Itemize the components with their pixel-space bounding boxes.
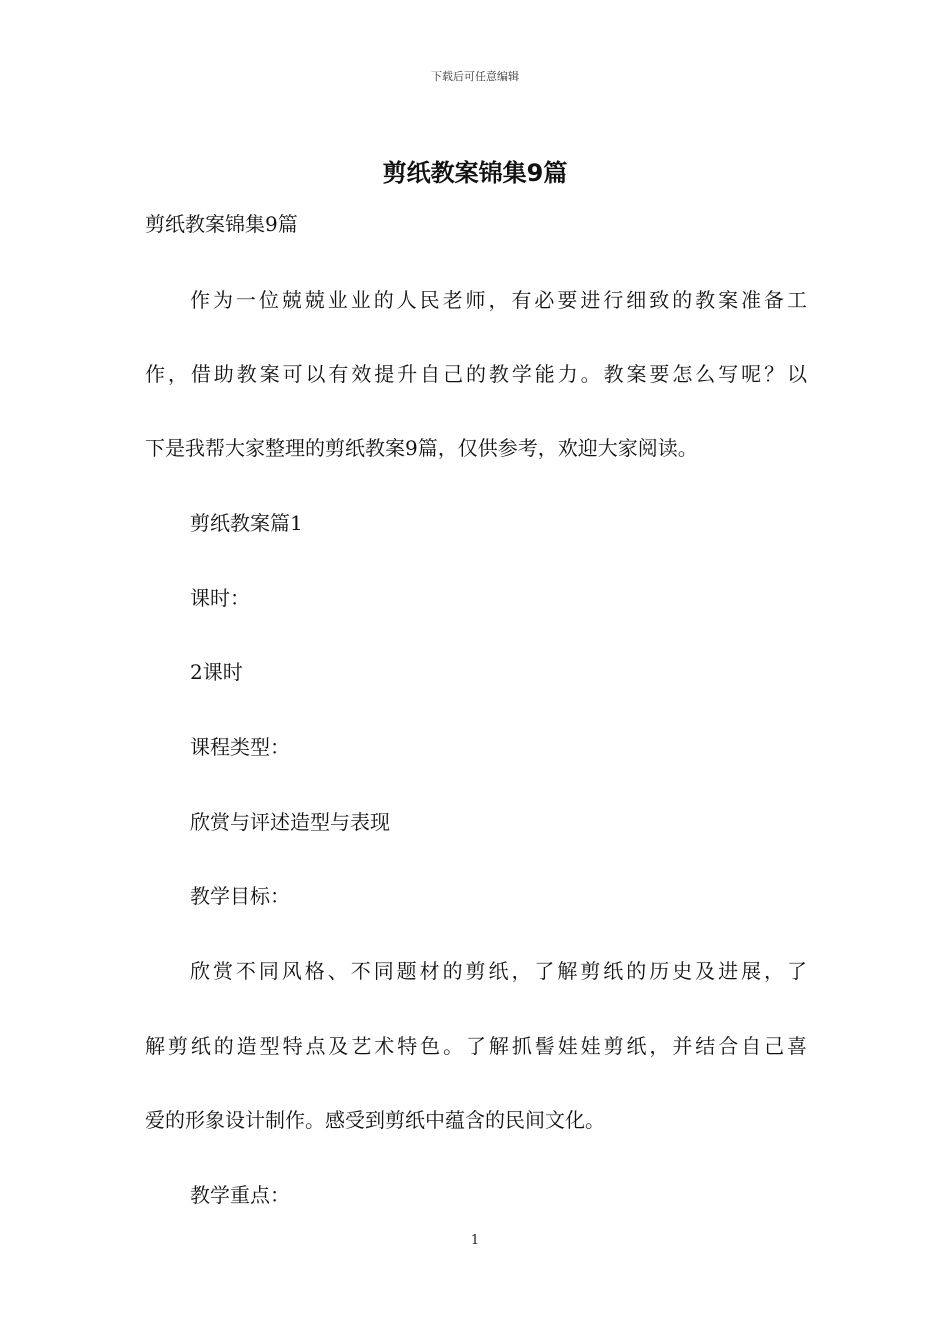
section-heading: 剪纸教案篇1 (190, 511, 303, 535)
class-hours-value: 2课时 (190, 660, 243, 684)
teaching-goals-line-1: 欣赏不同风格、不同题材的剪纸，了解剪纸的历史及进展，了 (190, 959, 807, 983)
teaching-goals-label: 教学目标： (190, 884, 290, 908)
intro-line-2: 作，借助教案可以有效提升自己的教学能力。教案要怎么写呢？以 (145, 362, 807, 386)
intro-line-1: 作为一位兢兢业业的人民老师，有必要进行细致的教案准备工 (190, 288, 807, 312)
course-type-value: 欣赏与评述造型与表现 (190, 810, 390, 834)
header-note: 下载后可任意编辑 (431, 70, 519, 83)
document-title: 剪纸教案锦集9篇 (382, 159, 568, 187)
teaching-goals-line-2: 解剪纸的造型特点及艺术特色。了解抓髻娃娃剪纸，并结合自己喜 (145, 1034, 807, 1058)
course-type-label: 课程类型： (190, 735, 290, 759)
document-subtitle: 剪纸教案锦集9篇 (145, 212, 298, 236)
class-hours-label: 课时： (190, 586, 250, 610)
page-number: 1 (470, 1233, 480, 1248)
intro-line-3: 下是我帮大家整理的剪纸教案9篇，仅供参考，欢迎大家阅读。 (145, 436, 698, 460)
key-points-label: 教学重点： (190, 1183, 290, 1207)
teaching-goals-line-3: 爱的形象设计制作。感受到剪纸中蕴含的民间文化。 (145, 1108, 605, 1132)
